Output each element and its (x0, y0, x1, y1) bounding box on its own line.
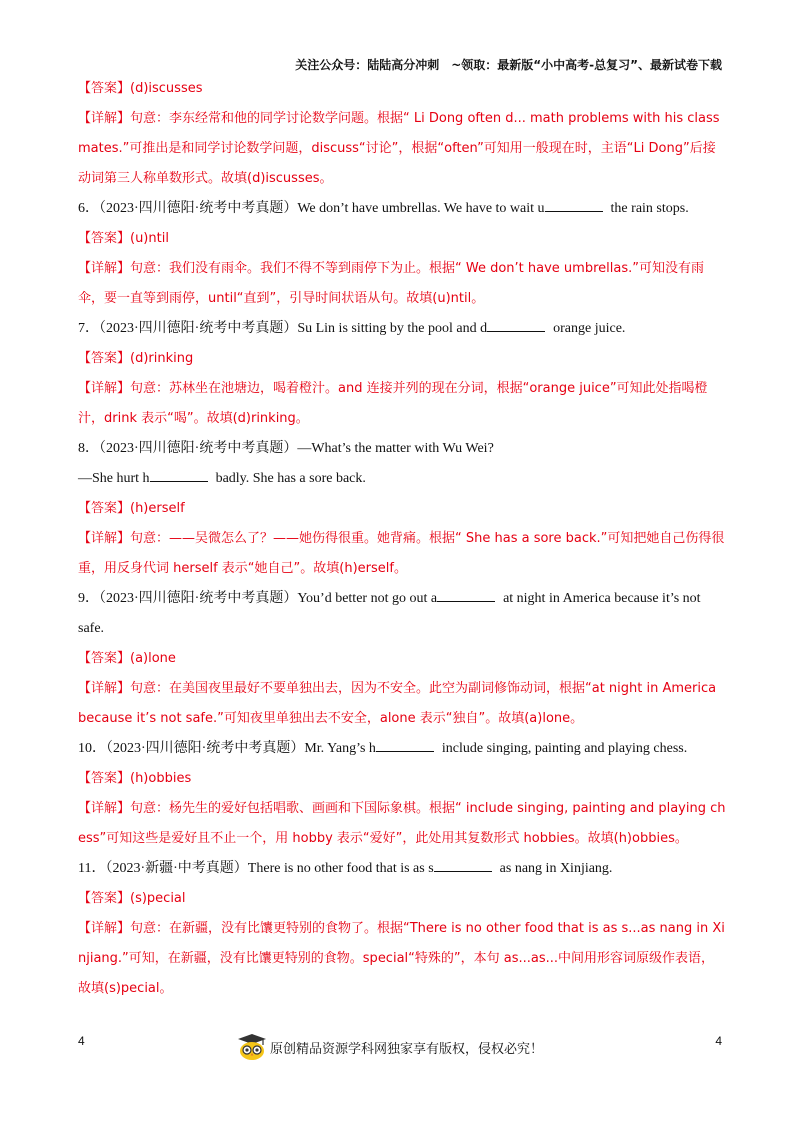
question-number: 8． (78, 441, 99, 456)
answer-blank (437, 587, 495, 602)
question-6 (78, 194, 726, 224)
explanation-paragraph: 【详解】句意：在美国夜里最好不要单独出去，因为不安全。此空为副词修饰动词，根据“at night in America because it’s not safe.”可知夜里单独出去不安全，alone 表示“独自”。故填(a)lone。 (78, 681, 717, 726)
answer-line: 【答案】(h)erself (78, 501, 185, 516)
answer-blank (434, 857, 492, 872)
explanation-paragraph: 【详解】句意：李东经常和他的同学讨论数学问题。根据“ Li Dong often d... math problems with his classmates.”可推出是和同学讨论数学问题，discuss“讨论”，根据“often”可知用一般现在时，主语“Li Dong”后接动词第三人称单数形式。故填(d)iscusses。 (78, 111, 720, 186)
answer-line: 【答案】(h)obbies (78, 771, 192, 786)
question-7 (78, 314, 726, 344)
question-11 (78, 854, 726, 884)
question-number: 11． (78, 861, 106, 876)
question-text: （2023·四川德阳·统考中考真题）Su Lin is sitting by the pool and d (99, 321, 488, 336)
question-number: 10． (78, 741, 106, 756)
owl-mascot-icon (236, 1033, 268, 1061)
answer-blank (487, 317, 545, 332)
question-text-end: badly. She has a sore back. (215, 471, 366, 486)
question-text: （2023·新疆·中考真题）There is no other food that is as s (105, 861, 434, 876)
answer-blank (150, 467, 208, 482)
question-text-end: orange juice. (553, 321, 626, 336)
explanation-paragraph: 【详解】句意：苏林坐在池塘边，喝着橙汁。and 连接并列的现在分词，根据“orange juice”可知此处指喝橙汁，drink 表示“喝”。故填(d)rinking。 (78, 381, 708, 426)
explanation-paragraph: 【详解】句意：——吴微怎么了？——她伤得很重。她背痛。根据“ She has a sore back.”可知把她自己伤得很重，用反身代词 herself 表示“她自己”。故填(h)erself。 (78, 531, 725, 576)
explanation-paragraph: 【详解】句意：杨先生的爱好包括唱歌、画画和下国际象棋。根据“ include singing, painting and playing chess”可知这些是爱好且不止一个，用 hobby 表示“爱好”，此处用其复数形式 hobbies。故填(h)obbies。 (78, 801, 726, 846)
question-10 (78, 734, 726, 764)
question-text-end: at night in America because it’s not safe. (78, 591, 701, 636)
question-8 (78, 434, 726, 464)
document-body (78, 74, 726, 1004)
answer-line: 【答案】(s)pecial (78, 891, 186, 906)
question-text: （2023·四川德阳·统考中考真题）Mr. Yang’s h (106, 741, 376, 756)
page-header: 关注公众号：陆陆高分冲刺 ~领取：最新版“小中高考-总复习”、最新试卷下载 (295, 58, 722, 72)
question-9 (78, 584, 726, 644)
footer-copyright (236, 1033, 543, 1061)
page-number-right: 4 (715, 1034, 722, 1048)
question-text: （2023·四川德阳·统考中考真题）We don’t have umbrellas. We have to wait u (99, 201, 545, 216)
question-text: —She hurt h (78, 471, 150, 486)
question-8-reply (78, 464, 726, 494)
page-number-left: 4 (78, 1034, 85, 1048)
explanation-paragraph: 【详解】句意：在新疆，没有比馕更特别的食物了。根据“There is no other food that is as s...as nang in Xinjiang.”可知，在新疆，没有比馕更特别的食物。special“特殊的”，本句 as...as...中间用形容词原级作表语，故填(s)pecial。 (78, 921, 725, 996)
answer-line: 【答案】(u)ntil (78, 231, 169, 246)
question-text: （2023·四川德阳·统考中考真题）You’d better not go out a (99, 591, 438, 606)
question-text: （2023·四川德阳·统考中考真题）—What’s the matter with Wu Wei? (99, 441, 494, 456)
answer-blank (376, 737, 434, 752)
question-text-end: the rain stops. (610, 201, 689, 216)
question-number: 6． (78, 201, 99, 216)
answer-line: 【答案】(d)iscusses (78, 81, 203, 96)
copyright-text: 原创精品资源学科网独家享有版权，侵权必究！ (270, 1041, 544, 1057)
question-number: 7． (78, 321, 99, 336)
question-number: 9． (78, 591, 99, 606)
question-text-end: include singing, painting and playing chess. (441, 741, 688, 756)
question-text-end: as nang in Xinjiang. (499, 861, 613, 876)
answer-line: 【答案】(a)lone (78, 651, 176, 666)
answer-blank (545, 197, 603, 212)
explanation-paragraph: 【详解】句意：我们没有雨伞。我们不得不等到雨停下为止。根据“ We don’t have umbrellas.”可知没有雨伞，要一直等到雨停，until“直到”，引导时间状语从句。故填(u)ntil。 (78, 261, 704, 306)
answer-line: 【答案】(d)rinking (78, 351, 194, 366)
